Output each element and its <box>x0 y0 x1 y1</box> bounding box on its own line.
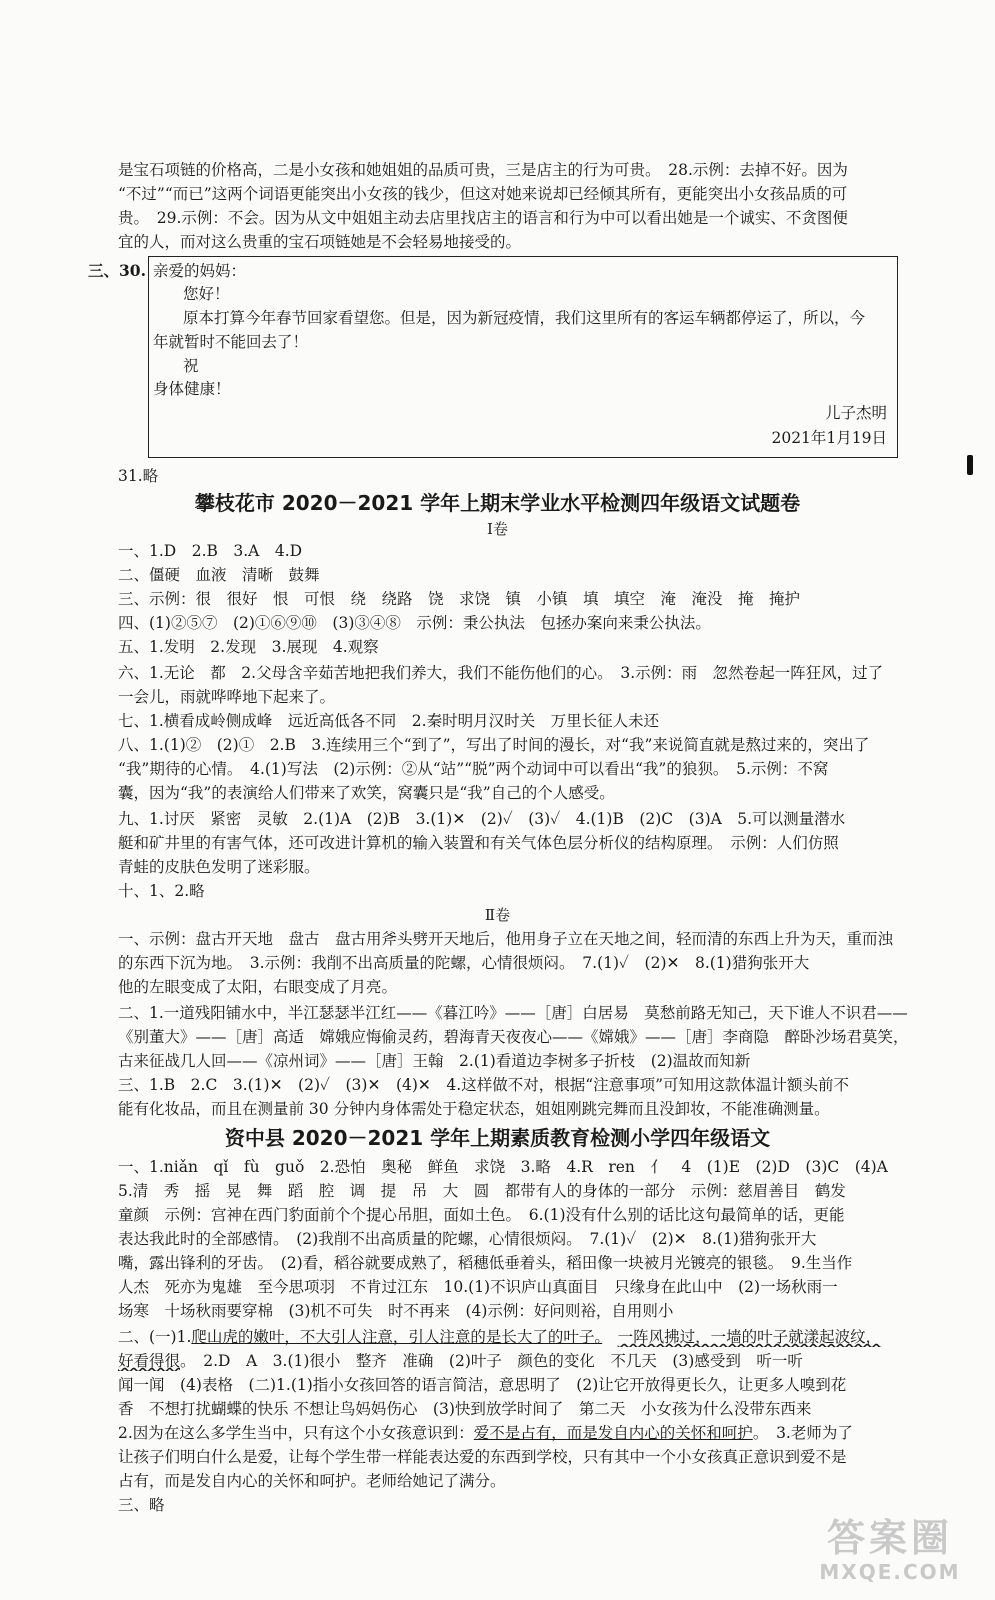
underlined-answer: 爬山虎的嫩叶，不大引人注意，引人注意的是长大了的叶子。 <box>191 1328 603 1346</box>
text-line: 六、1.无论 都 2.父母含辛茹苦地把我们养大，我们不能伤他们的心。 3.示例：雨 忽然卷起一阵狂风，过了 <box>118 664 884 682</box>
text-line: 他的左眼变成了太阳，右眼变成了月亮。 <box>118 978 398 996</box>
text-line <box>118 1423 918 1443</box>
text-line: 闻一闻 (4)表格 (二)1.(1)指小女孩回答的语言简洁，意思明了 (2)让它开放得更长久，让更多人嗅到花 <box>118 1376 847 1394</box>
text-line: 贵。 29.示例：不会。因为从文中姐姐主动去店里找店主的语言和行为中可以看出她是一个诚实、不贪图便 <box>118 209 848 227</box>
text-line: 古来征战几人回——《凉州词》——［唐］王翰 2.(1)看道边李树多子折枝 (2)温故而知新 <box>118 1052 751 1070</box>
text-line: 宜的人，而对这么贵重的宝石项链她是不会轻易地接受的。 <box>118 233 522 251</box>
text-segment: 2.因为在这么多学生当中，只有这个小女孩意识到： <box>118 1424 474 1442</box>
text-line: 《别董大》——［唐］高适 嫦娥应悔偷灵药，碧海青天夜夜心——《嫦娥》——［唐］李商隐 醉卧沙场君莫笑， <box>118 1028 909 1046</box>
text-line: 十、1、2.略 <box>118 882 205 900</box>
text-line: 二、僵硬 血液 清晰 鼓舞 <box>118 566 320 584</box>
letter-body: 原本打算今年春节回家看望您。但是，因为新冠疫情，我们这里所有的客运车辆都停运了，所以，今 <box>183 309 866 327</box>
letter-greeting: 亲爱的妈妈： <box>153 262 247 280</box>
text-line: 一会儿，雨就哗哗地下起来了。 <box>118 688 336 706</box>
text-line: 九、1.讨厌 紧密 灵敏 2.(1)A (2)B 3.(1)✕ (2)✓ (3)✓ 4.(1)B (2)C (3)A 5.可以测量潜水 <box>118 810 846 828</box>
watermark-logo <box>805 1516 975 1586</box>
wavy-underlined-answer: 一阵风拂过，一墙的叶子就漾起波纹， <box>617 1328 882 1346</box>
text-line: 三、1.B 2.C 3.(1)✕ (2)✓ (3)✕ (4)✕ 4.这样做不对，根据“注意事项”可知用这款体温计额头前不 <box>118 1076 850 1094</box>
text-line: 让孩子们明白什么是爱，让每个学生带一样能表达爱的东西到学校，只有其中一个小女孩真正意识到爱不是 <box>118 1448 847 1466</box>
text-line: 青蛙的皮肤色发明了迷彩服。 <box>118 858 320 876</box>
text-line: 场寒 十场秋雨要穿棉 (3)机不可失 时不再来 (4)示例：好问则裕，自用则小 <box>118 1302 674 1320</box>
text-line: 人杰 死亦为鬼雄 至今思项羽 不肯过江东 10.(1)不识庐山真面目 只缘身在此山中 (2)一场秋雨一 <box>118 1278 838 1296</box>
text-line: 囊，因为“我”的表演给人们带来了欢笑，窝囊只是“我”自己的个人感受。 <box>118 784 615 802</box>
text-segment: 。 3.老师为了 <box>752 1424 853 1442</box>
text-segment <box>602 1328 618 1346</box>
watermark-text: 答案圈 <box>826 1516 953 1560</box>
watermark-url: MXQE.COM <box>819 1560 961 1584</box>
question-label: 三、30. <box>88 261 146 280</box>
underlined-answer: 爱不是占有，而是发自内心的关怀和呵护 <box>473 1424 753 1442</box>
text-line: 嘴，露出锋利的牙齿。 (2)看，稻谷就要成熟了，稻穗低垂着头，稻田像一块被月光镀亮的银毯。 9.生当作 <box>118 1254 853 1272</box>
text-line <box>118 1351 918 1371</box>
letter-date: 2021年1月19日 <box>771 429 887 447</box>
text-line: 艇和矿井里的有害气体，还可改进计算机的输入装置和有关气体色层分析仪的结构原理。 示例：人们仿照 <box>118 834 839 852</box>
volume-label: Ⅱ卷 <box>484 906 511 924</box>
text-line: 是宝石项链的价格高，二是小女孩和她姐姐的品质可贵，三是店主的行为可贵。 28.示例：去掉不好。因为 <box>118 161 848 179</box>
letter-signature: 儿子杰明 <box>824 404 887 422</box>
text-line <box>118 1327 918 1347</box>
text-line: “我”期待的心情。 4.(1)写法 (2)示例：②从“站”“脱”两个动词中可以看出“我”的狼狈。 5.示例：不窝 <box>118 760 829 778</box>
text-line: 七、1.横看成岭侧成峰 远近高低各不同 2.秦时明月汉时关 万里长征人未还 <box>118 712 660 730</box>
letter-wish: 祝 <box>183 357 199 375</box>
page-edge-mark <box>967 455 973 475</box>
text-line: 5.清 秀 摇 晃 舞 蹈 腔 调 提 吊 大 圆 都带有人的身体的一部分 示例：慈眉善目 鹤发 <box>118 1182 846 1200</box>
text-line: 二、1.一道残阳铺水中，半江瑟瑟半江红——《暮江吟》——［唐］白居易 莫愁前路无知己，天下谁人不识君—— <box>118 1004 908 1022</box>
text-line: 五、1.发明 2.发现 3.展现 4.观察 <box>118 638 379 656</box>
text-line: 31.略 <box>118 467 159 485</box>
text-line: 一、示例：盘古开天地 盘古 盘古用斧头劈开天地后，他用身子立在天地之间，轻而清的东西上升为天，重而浊 <box>118 930 894 948</box>
letter-hello: 您好！ <box>183 285 230 303</box>
text-segment: 二、(一)1. <box>118 1328 192 1346</box>
text-line: 三、略 <box>118 1496 165 1514</box>
volume-label: Ⅰ卷 <box>487 520 508 538</box>
letter-body: 年就暂时不能回去了！ <box>153 333 309 351</box>
text-line: 占有，而是发自内心的关怀和呵护。老师给她记了满分。 <box>118 1472 506 1490</box>
text-line: 童颜 示例：宫神在西门豹面前个个提心吊胆，面如土色。 6.(1)没有什么别的话比这句最简单的话，更能 <box>118 1206 845 1224</box>
wavy-underlined-answer: 好看得很 <box>118 1352 181 1370</box>
text-line: “不过”“而已”这两个词语更能突出小女孩的钱少，但这对她来说却已经倾其所有，更能突出小女孩品质的可 <box>118 185 848 203</box>
text-line: 表达我此时的全部感情。 (2)我削不出高质量的陀螺，心情很烦闷。 7.(1)✓ (2)✕ 8.(1)猎狗张开大 <box>118 1230 817 1248</box>
text-line: 一、1.D 2.B 3.A 4.D <box>118 542 303 560</box>
text-line: 能有化妆品，而且在测量前 30 分钟内身体需处于稳定状态，姐姐刚跳完舞而且没卸妆，不能准确测量。 <box>118 1100 830 1118</box>
text-line: 的东西下沉为地。 3.示例：我削不出高质量的陀螺，心情很烦闷。 7.(1)✓ (2)✕ 8.(1)猎狗张开大 <box>118 954 810 972</box>
letter-health: 身体健康！ <box>153 380 231 398</box>
text-line: 四、(1)②⑤⑦ (2)①⑥⑨⑩ (3)③④⑧ 示例：秉公执法 包拯办案向来秉公执法。 <box>118 614 711 632</box>
text-line: 香 不想打扰蝴蝶的快乐 不想让鸟妈妈伤心 (3)快到放学时间了 第二天 小女孩为什么没带东西来 <box>118 1400 812 1418</box>
letter-box <box>148 256 898 458</box>
section-title: 资中县 2020－2021 学年上期素质教育检测小学四年级语文 <box>224 1126 771 1150</box>
section-title: 攀枝花市 2020－2021 学年上期末学业水平检测四年级语文试题卷 <box>194 491 801 515</box>
text-line: 一、1.niǎn qǐ fù guǒ 2.恐怕 奥秘 鲜鱼 求饶 3.略 4.R ren 亻 4 (1)E (2)D (3)C (4)A <box>118 1158 888 1176</box>
text-segment: 。 2.D A 3.(1)很小 整齐 准确 (2)叶子 颜色的变化 不几天 (3)感受到 听一听 <box>180 1352 803 1370</box>
text-line: 三、示例：很 很好 恨 可恨 绕 绕路 饶 求饶 镇 小镇 填 填空 淹 淹没 掩 掩护 <box>118 590 801 608</box>
text-line: 八、1.(1)② (2)① 2.B 3.连续用三个“到了”，写出了时间的漫长，对“我”来说简直就是熬过来的，突出了 <box>118 736 870 754</box>
